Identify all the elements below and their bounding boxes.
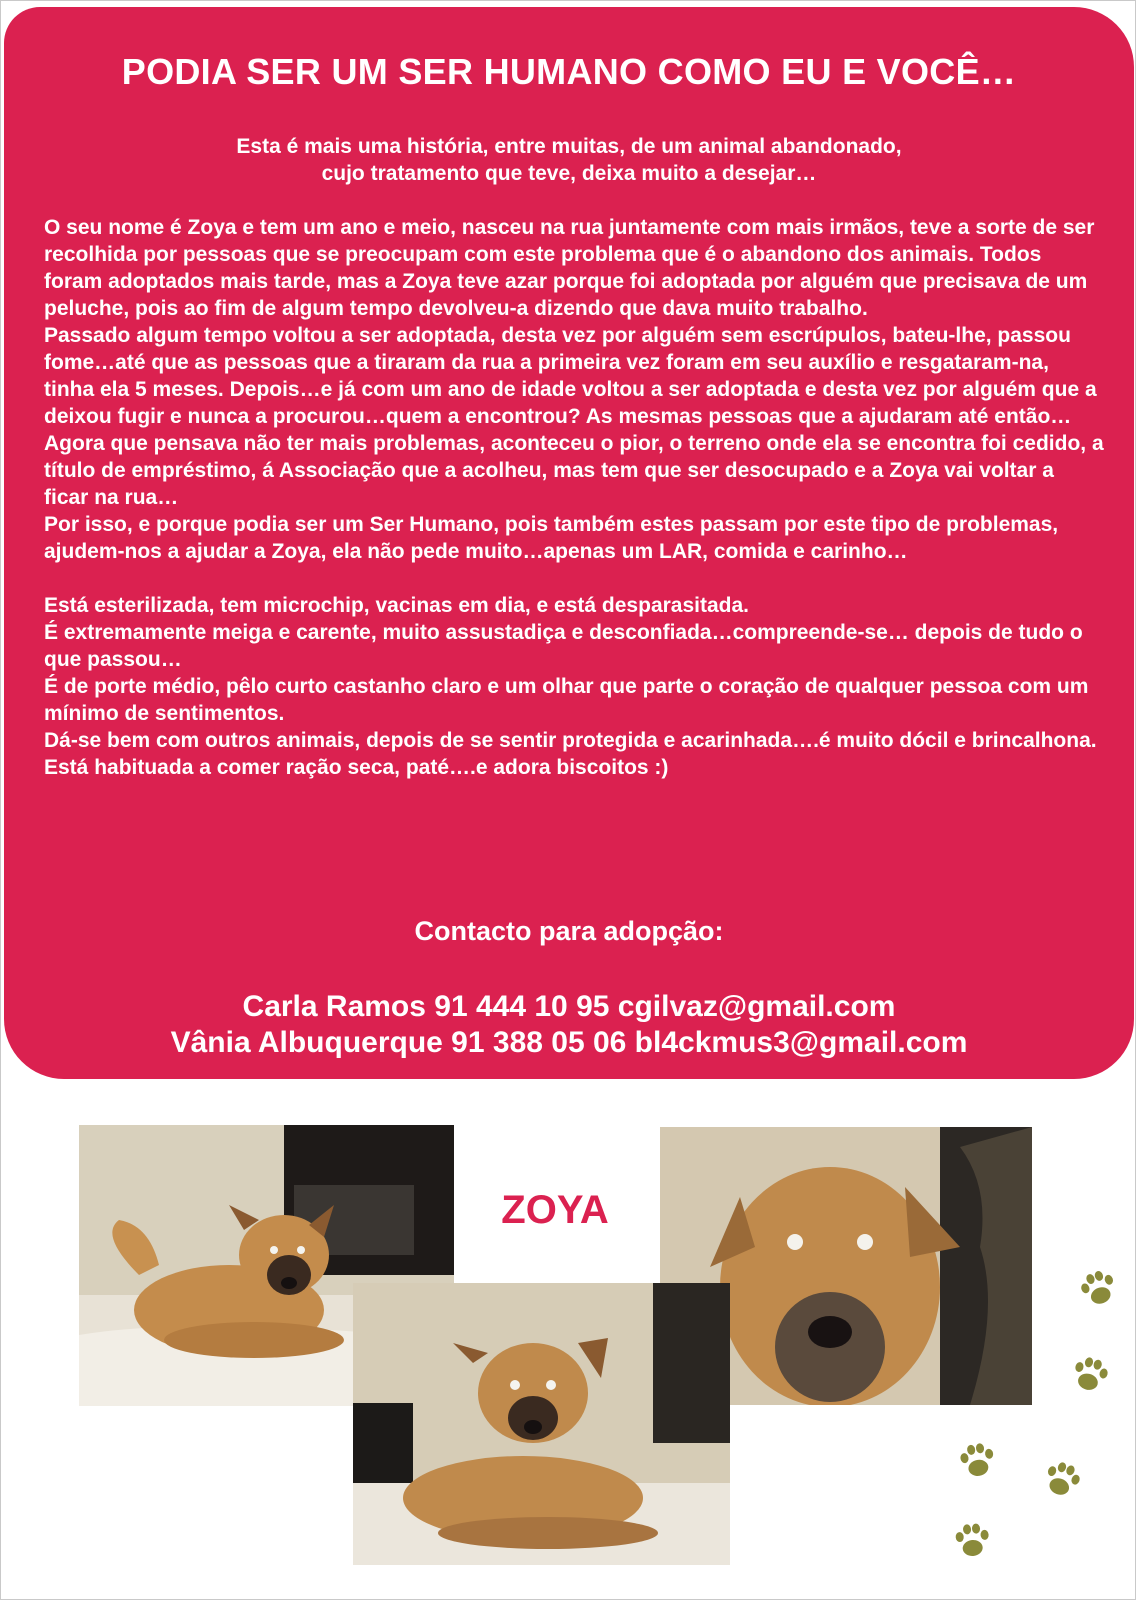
detail-paragraph: Está esterilizada, tem microchip, vacinas em dia, e está desparasitada. bbox=[44, 594, 749, 617]
dog-photo-resting bbox=[353, 1283, 730, 1565]
paw-print-icon bbox=[1068, 1352, 1112, 1396]
contact-heading: Contacto para adopção: bbox=[414, 916, 724, 946]
paw-print-icon bbox=[1076, 1266, 1120, 1310]
story-paragraph: Passado algum tempo voltou a ser adoptada, desta vez por alguém sem escrúpulos, bateu-lhe, passou fome…até que as pessoas que a tiraram da rua a primeira vez foram em seu auxílio e resgataram-na, tinha ela 5 meses. Depois…e já com um ano de idade voltou a ser adoptada e desta vez por alguém que a deixou fugir e nunca a procurou…quem a encontrou? As mesmas pessoas que a ajudaram até então…Agora que pensava não ter mais problemas, aconteceu o pior, o terreno onde ela se encontra foi cedido, a título de empréstimo, á Associação que a acolheu, mas tem que ser desocupado e a Zoya vai voltar a ficar na rua… bbox=[44, 324, 1104, 509]
detail-paragraph: Está habituada a comer ração seca, paté….e adora biscoitos :) bbox=[44, 756, 669, 779]
paw-print-icon bbox=[950, 1518, 994, 1562]
story-body bbox=[44, 214, 1104, 781]
intro-text bbox=[4, 133, 1134, 187]
dog-name: ZOYA bbox=[501, 1188, 609, 1232]
intro-line: Esta é mais uma história, entre muitas, de um animal abandonado, bbox=[236, 135, 902, 158]
story-paragraph: Por isso, e porque podia ser um Ser Humano, pois também estes passam por este tipo de problemas, ajudem-nos a ajudar a Zoya, ela não pede muito…apenas um LAR, comida e carinho… bbox=[44, 513, 1059, 563]
contact-line: Carla Ramos 91 444 10 95 cgilvaz@gmail.com bbox=[242, 990, 896, 1023]
intro-line: cujo tratamento que teve, deixa muito a desejar… bbox=[321, 162, 817, 185]
contact-line: Vânia Albuquerque 91 388 05 06 bl4ckmus3@gmail.com bbox=[170, 1026, 968, 1059]
poster-title: PODIA SER UM SER HUMANO COMO EU E VOCÊ… bbox=[121, 51, 1017, 92]
paw-print-icon bbox=[1040, 1457, 1084, 1501]
detail-paragraph: É extremamente meiga e carente, muito assustadiça e desconfiada…compreende-se… depois de tudo o que passou… bbox=[44, 621, 1083, 671]
story-panel bbox=[4, 7, 1134, 1079]
detail-paragraph: É de porte médio, pêlo curto castanho claro e um olhar que parte o coração de qualquer pessoa com um mínimo de sentimentos. bbox=[44, 675, 1089, 725]
paw-print-icon bbox=[955, 1438, 999, 1482]
story-paragraph: O seu nome é Zoya e tem um ano e meio, nasceu na rua juntamente com mais irmãos, teve a sorte de ser recolhida por pessoas que se preocupam com este problema que é o abandono dos animais. Todos foram adoptados mais tarde, mas a Zoya teve azar porque foi adoptada por alguém que precisava de um peluche, pois ao fim de algum tempo devolveu-a dizendo que dava muito trabalho. bbox=[44, 216, 1095, 320]
detail-paragraph: Dá-se bem com outros animais, depois de se sentir protegida e acarinhada….é muito dócil e brincalhona. bbox=[44, 729, 1097, 752]
contact-list bbox=[4, 989, 1134, 1061]
